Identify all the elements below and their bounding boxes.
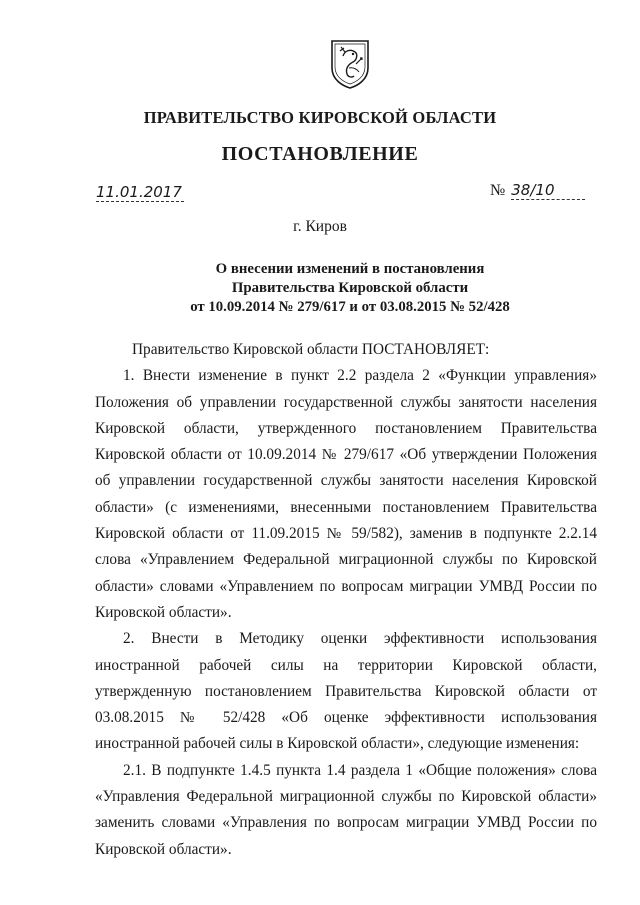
organization-name: ПРАВИТЕЛЬСТВО КИРОВСКОЙ ОБЛАСТИ xyxy=(143,108,497,127)
number-label: № xyxy=(490,182,506,199)
document-number: 38/10 xyxy=(511,181,585,200)
body-intro: Правительство Кировской области ПОСТАНОВЛЯЕТ: xyxy=(132,341,490,358)
title-line-1: О внесении изменений в постановления xyxy=(215,261,485,277)
city: г. Киров xyxy=(293,218,347,235)
document-body xyxy=(95,337,597,863)
title-line-2: Правительства Кировской области xyxy=(231,280,469,296)
document-number-block xyxy=(490,181,585,200)
kirov-region-coat-of-arms-icon xyxy=(329,38,371,90)
clause-1: 1. Внести изменение в пункт 2.2 раздела 2 «Функции управления» Положения об управлении государственной службы занятости населения Кировской области, утвержденного постановлением Правительства Кировской области от 10.09.2014 № 279/617 «Об утверждении Положения об управлении государственной службы занятости населения Кировской области» (с изменениями, внесенными постановлением Правительства Кировской области от 11.09.2015 № 59/582), заменив в подпункте 2.2.14 слова «Управлением Федеральной миграционной службы по Кировской области» словами «Управлением по вопросам миграции УМВД России по Кировской области». xyxy=(95,367,597,621)
title-line-3: от 10.09.2014 № 279/617 и от 03.08.2015 № 52/428 xyxy=(190,299,510,315)
clause-2-1: 2.1. В подпункте 1.4.5 пункта 1.4 раздела 1 «Общие положения» слова «Управления Федеральной миграционной службы по Кировской области» заменить словами «Управления по вопросам миграции УМВД России по Кировской области». xyxy=(95,761,597,858)
document-title xyxy=(150,260,550,317)
clause-2: 2. Внести в Методику оценки эффективности использования иностранной рабочей силы на территории Кировской области, утвержденную постановлением Правительства Кировской области от 03.08.2015 № 52/428 «Об оценке эффективности использования иностранной рабочей силы в Кировской области», следующие изменения: xyxy=(95,630,597,753)
document-date: 11.01.2017 xyxy=(96,183,182,201)
document-type: ПОСТАНОВЛЕНИЕ xyxy=(221,143,419,165)
